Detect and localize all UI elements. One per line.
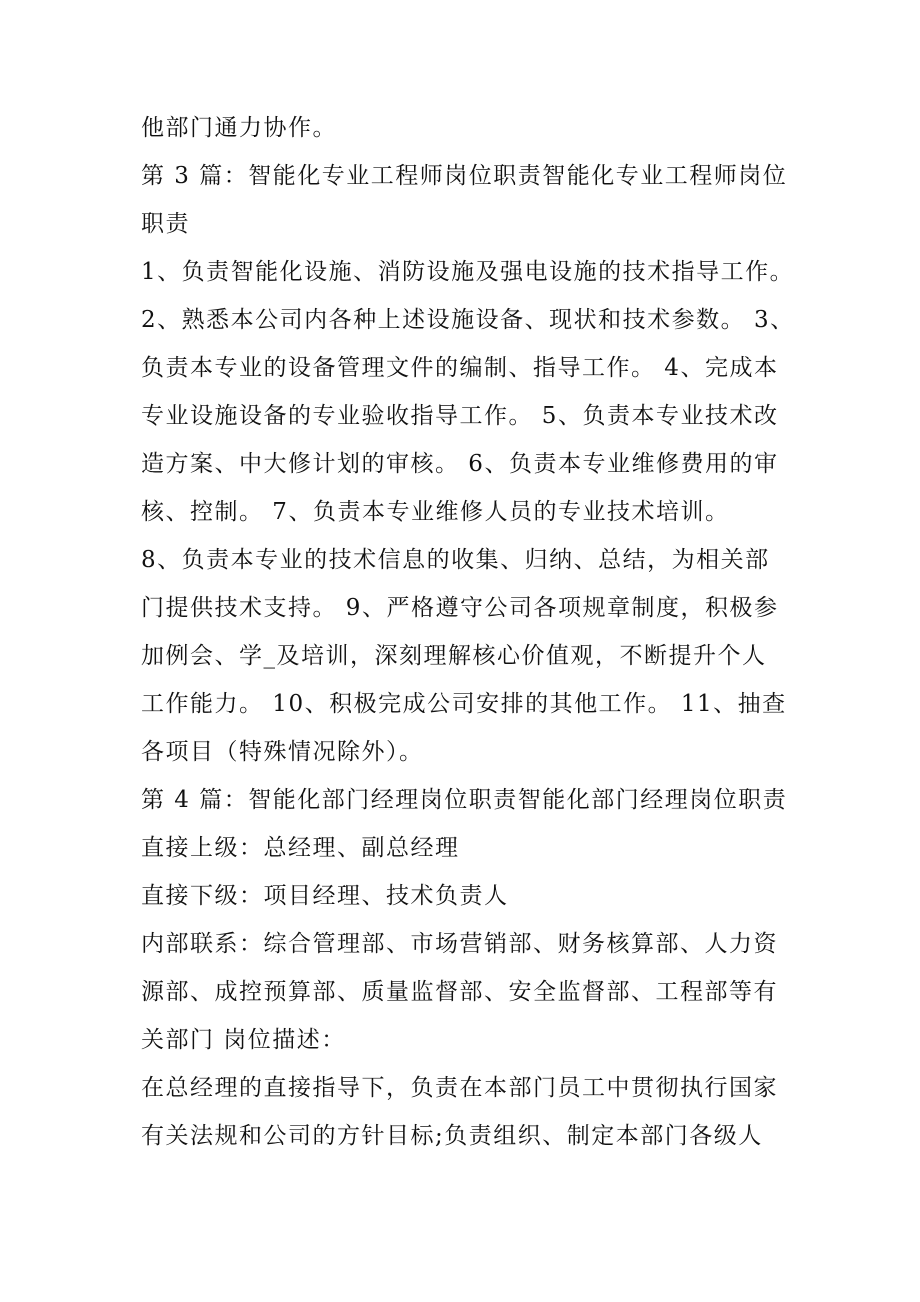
text-line: 工作能力。 10、积极完成公司安排的其他工作。 11、抽查 bbox=[141, 691, 787, 717]
section-heading: 第 4 篇：智能化部门经理岗位职责智能化部门经理岗位职责 bbox=[141, 787, 788, 813]
text-line: 直接下级：项目经理、技术负责人 bbox=[141, 883, 509, 909]
document-body bbox=[141, 104, 801, 1160]
text-line: 直接上级：总经理、副总经理 bbox=[141, 835, 460, 861]
text-line: 内部联系：综合管理部、市场营销部、财务核算部、人力资 bbox=[141, 931, 778, 957]
text-line: 核、控制。 7、负责本专业维修人员的专业技术培训。 bbox=[141, 499, 730, 525]
text-line: 2、熟悉本公司内各种上述设施设备、现状和技术参数。 3、 bbox=[141, 307, 795, 333]
text-line: 他部门通力协作。 bbox=[141, 115, 337, 141]
text-line: 加例会、学_及培训，深刻理解核心价值观，不断提升个人 bbox=[141, 643, 767, 669]
text-line: 有关法规和公司的方针目标;负责组织、制定本部门各级人 bbox=[141, 1123, 763, 1149]
text-line: 职责 bbox=[141, 211, 190, 237]
text-line: 8、负责本专业的技术信息的收集、归纳、总结，为相关部 bbox=[141, 547, 770, 573]
section-heading: 第 3 篇：智能化专业工程师岗位职责智能化专业工程师岗位 bbox=[141, 163, 788, 189]
text-line: 源部、成控预算部、质量监督部、安全监督部、工程部等有 bbox=[141, 979, 778, 1005]
text-line: 门提供技术支持。 9、严格遵守公司各项规章制度，积极参 bbox=[141, 595, 779, 621]
text-line: 各项目（特殊情况除外）。 bbox=[141, 739, 424, 765]
text-line: 造方案、中大修计划的审核。 6、负责本专业维修费用的审 bbox=[141, 451, 779, 477]
text-line: 专业设施设备的专业验收指导工作。 5、负责本专业技术改 bbox=[141, 403, 779, 429]
text-line: 1、负责智能化设施、消防设施及强电设施的技术指导工作。 bbox=[141, 259, 795, 285]
text-line: 在总经理的直接指导下，负责在本部门员工中贯彻执行国家 bbox=[141, 1075, 778, 1101]
text-line: 关部门 岗位描述： bbox=[141, 1027, 346, 1053]
text-line: 负责本专业的设备管理文件的编制、指导工作。 4、完成本 bbox=[141, 355, 779, 381]
